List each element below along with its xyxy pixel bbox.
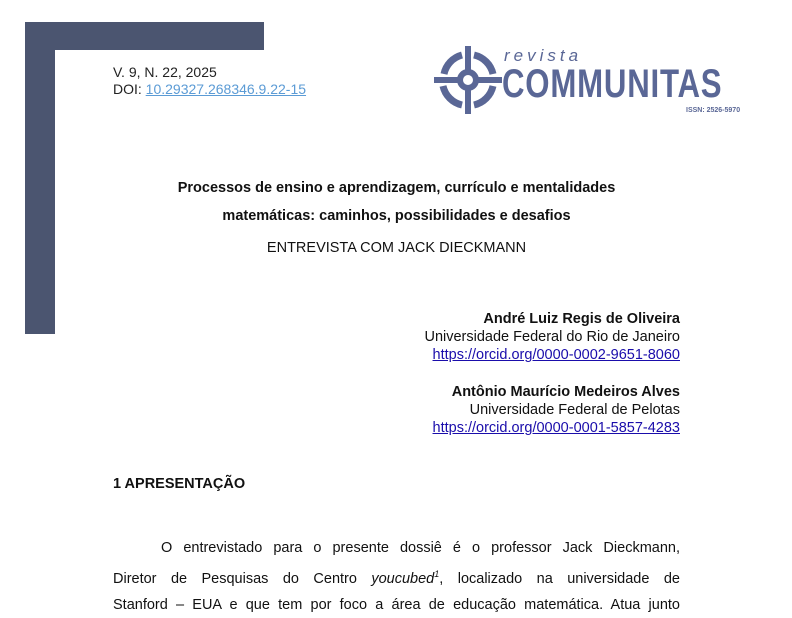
journal-logo (432, 44, 752, 118)
author-orcid-link[interactable]: https://orcid.org/0000-0001-5857-4283 (432, 420, 680, 436)
section-heading: 1 APRESENTAÇÃO (113, 476, 246, 492)
author-orcid-link[interactable]: https://orcid.org/0000-0002-9651-8060 (432, 347, 680, 363)
body-paragraph (113, 535, 680, 618)
author-block (424, 310, 680, 364)
article-title (113, 174, 680, 230)
body-line-2 (113, 561, 680, 592)
author-block (433, 383, 680, 437)
volume-number: V. 9, N. 22, 2025 (113, 64, 217, 80)
communitas-logo-icon (432, 44, 504, 116)
doi-line (113, 81, 306, 98)
corner-bar-left (25, 22, 55, 334)
body-line-2-start: Diretor de Pesquisas do Centro (113, 570, 372, 587)
body-line-2-end: , localizado na universidade de (439, 570, 680, 587)
author-name: André Luiz Regis de Oliveira (483, 311, 680, 327)
author-affiliation: Universidade Federal de Pelotas (469, 402, 680, 418)
title-line-1: Processos de ensino e aprendizagem, currículo e mentalidades (177, 180, 616, 196)
youcubed-term: youcubed (371, 570, 435, 587)
issue-meta (113, 64, 306, 98)
logo-issn: ISSN: 2526-5970 (686, 107, 741, 114)
author-affiliation: Universidade Federal do Rio de Janeiro (424, 329, 680, 345)
logo-communitas-text: COMMUNITAS (502, 62, 723, 106)
footnote-marker[interactable]: 1 (434, 569, 440, 579)
title-line-2: matemáticas: caminhos, possibilidades e desafios (222, 208, 571, 224)
doi-link[interactable]: 10.29327.268346.9.22-15 (145, 81, 307, 97)
author-name: Antônio Maurício Medeiros Alves (451, 384, 680, 400)
body-line-1: O entrevistado para o presente dossiê é o professor Jack Dieckmann, (161, 540, 680, 556)
logo-revista-text: revista (504, 46, 583, 65)
doi-label: DOI: (113, 81, 146, 97)
body-line-3: Stanford – EUA e que tem por foco a área de educação matemática. Atua junto (113, 596, 680, 613)
article-subtitle: ENTREVISTA COM JACK DIECKMANN (266, 240, 527, 256)
corner-bar-top (25, 22, 264, 50)
